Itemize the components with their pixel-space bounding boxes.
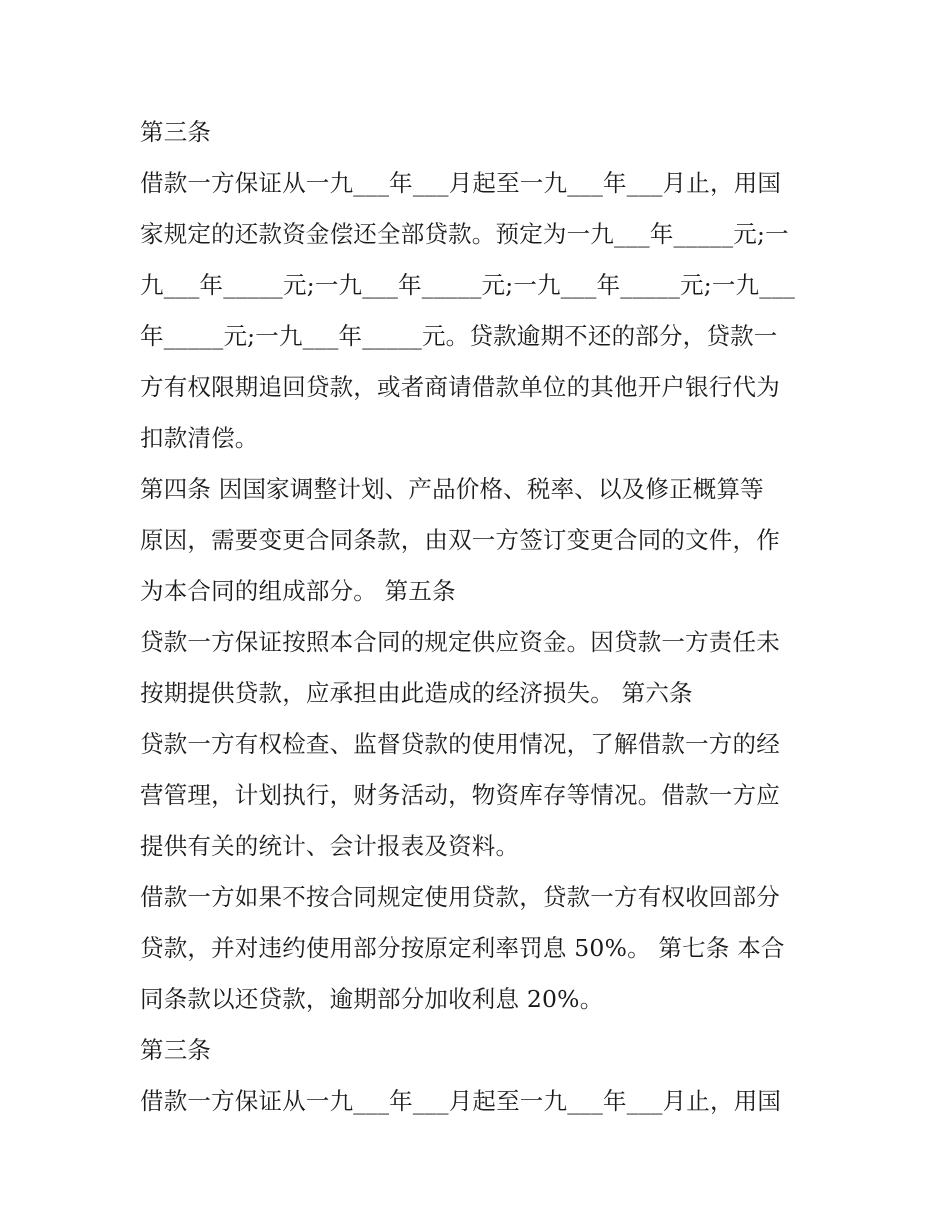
text-line: 家规定的还款资金偿还全部贷款。预定为一九___年_____元;一: [140, 220, 789, 248]
text-line: 贷款一方有权检查、监督贷款的使用情况，了解借款一方的经: [140, 730, 780, 758]
text-line: 贷款一方保证按照本合同的规定供应资金。因贷款一方责任未: [140, 628, 780, 656]
text-line: 第三条: [140, 1036, 212, 1064]
text-line: 年_____元;一九___年_____元。贷款逾期不还的部分，贷款一: [140, 322, 778, 350]
contract-text: [140, 107, 820, 1127]
text-line: 原因，需要变更合同条款，由双一方签订变更合同的文件，作: [140, 526, 780, 554]
text-line: 贷款，并对违约使用部分按原定利率罚息 50%。 第七条 本合: [140, 934, 785, 962]
text-line: 为本合同的组成部分。 第五条: [140, 577, 456, 605]
text-line: 方有权限期追回贷款，或者商请借款单位的其他开户银行代为: [140, 373, 780, 401]
text-line: 同条款以还贷款，逾期部分加收利息 20%。: [140, 985, 604, 1013]
text-line: 第三条: [140, 118, 212, 146]
text-line: 九___年_____元;一九___年_____元;一九___年_____元;一九___: [140, 271, 796, 299]
text-line: 按期提供贷款，应承担由此造成的经济损失。 第六条: [140, 679, 693, 707]
text-line: 借款一方保证从一九___年___月起至一九___年___月止，用国: [140, 169, 782, 197]
text-line: 借款一方保证从一九___年___月起至一九___年___月止，用国: [140, 1087, 782, 1115]
text-line: 营管理，计划执行，财务活动，物资库存等情况。借款一方应: [140, 781, 780, 809]
text-line: 提供有关的统计、会计报表及资料。: [140, 832, 520, 860]
text-line: 扣款清偿。: [140, 424, 259, 452]
text-line: 借款一方如果不按合同规定使用贷款，贷款一方有权收回部分: [140, 883, 780, 911]
text-line: 第四条 因国家调整计划、产品价格、税率、以及修正概算等: [140, 475, 764, 503]
